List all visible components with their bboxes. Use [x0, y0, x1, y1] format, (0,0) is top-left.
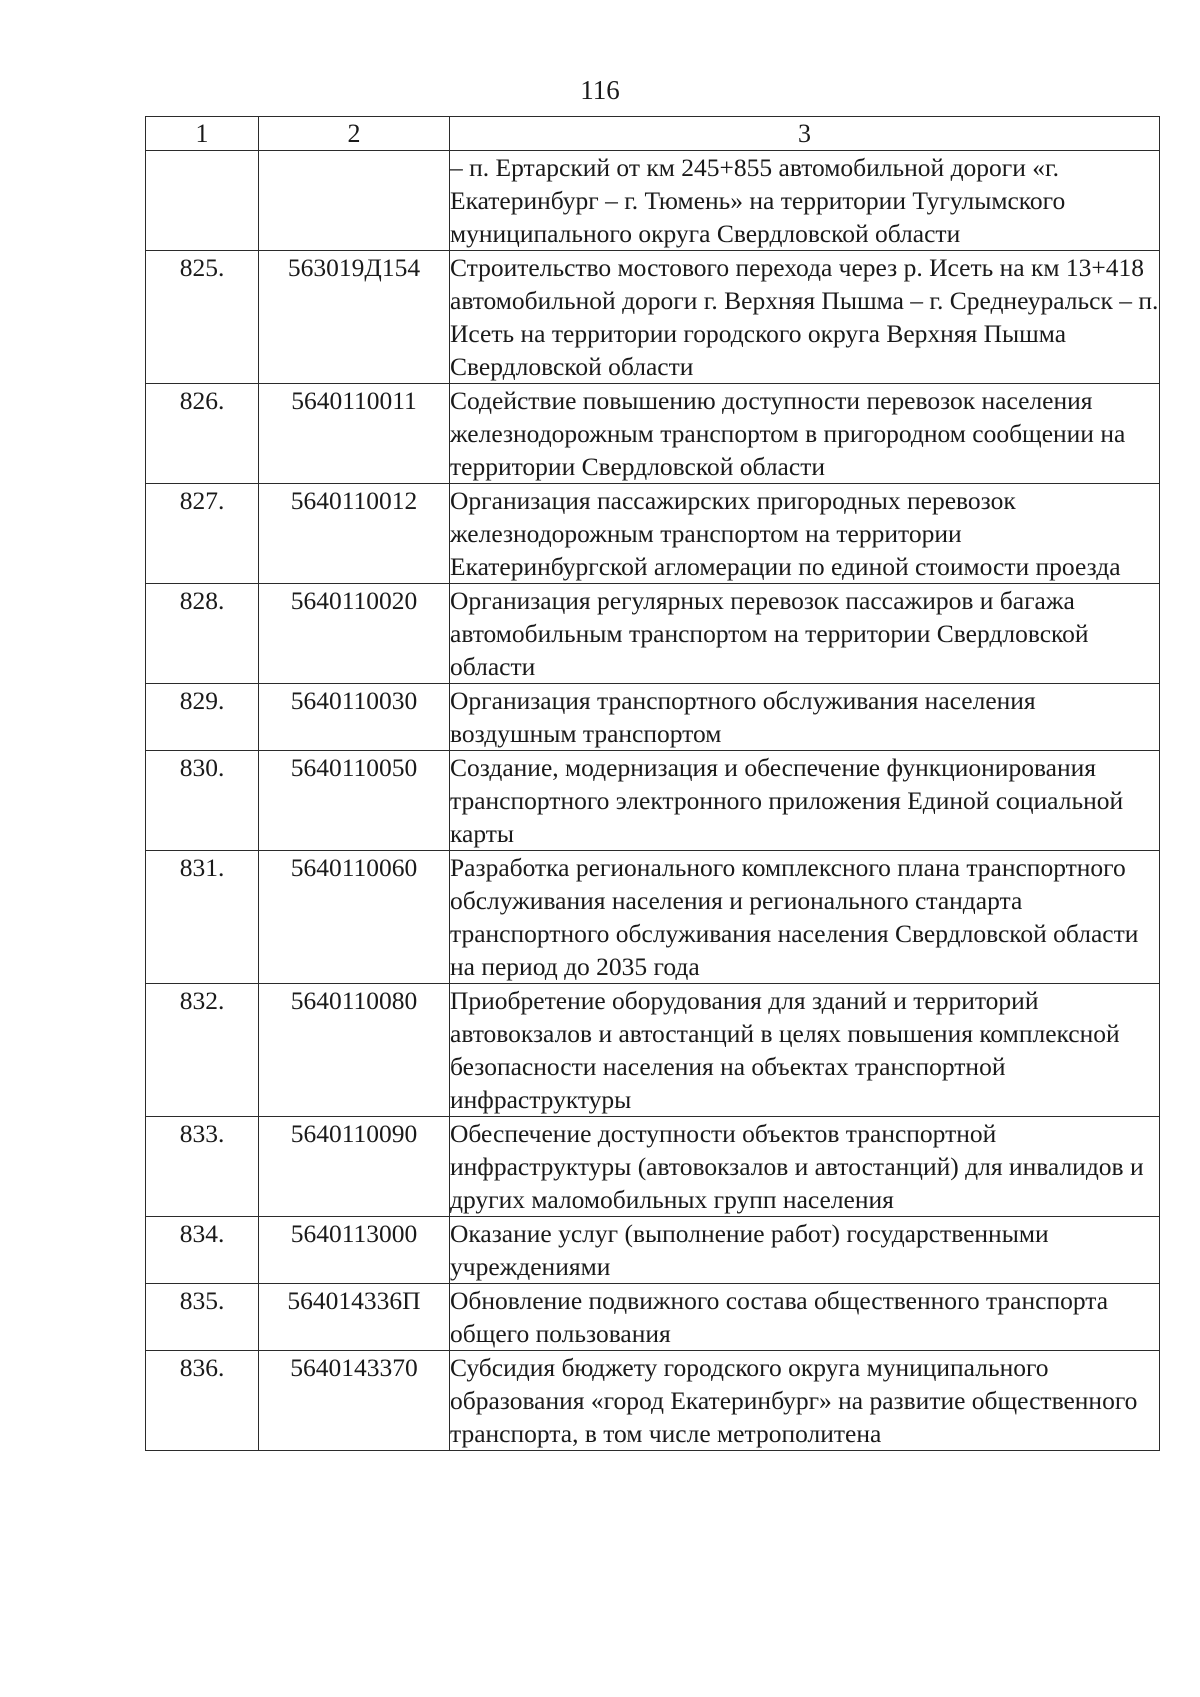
- table-row: [146, 1117, 1160, 1217]
- table-header-row: [146, 117, 1160, 151]
- column-header-3: 3: [450, 117, 1160, 151]
- row-description: – п. Ертарский от км 245+855 автомобильной дороги «г. Екатеринбург – г. Тюмень» на территории Тугулымского муниципального округа Свердловской области: [450, 151, 1160, 251]
- row-number: 833.: [146, 1117, 259, 1217]
- row-code: 5640143370: [259, 1351, 450, 1451]
- row-code: 5640110090: [259, 1117, 450, 1217]
- row-number: 829.: [146, 684, 259, 751]
- row-code: 564014336П: [259, 1284, 450, 1351]
- row-number: 831.: [146, 851, 259, 984]
- row-code: 5640110030: [259, 684, 450, 751]
- column-header-2: 2: [259, 117, 450, 151]
- row-code: 5640113000: [259, 1217, 450, 1284]
- row-number: 827.: [146, 484, 259, 584]
- document-table: [145, 116, 1160, 1451]
- table-row: [146, 151, 1160, 251]
- row-number: 825.: [146, 251, 259, 384]
- table-row: [146, 251, 1160, 384]
- row-number: 826.: [146, 384, 259, 484]
- row-code: 563019Д154: [259, 251, 450, 384]
- table-row: [146, 1217, 1160, 1284]
- row-number: 830.: [146, 751, 259, 851]
- row-number: [146, 151, 259, 251]
- page-number: 116: [580, 75, 620, 105]
- row-code: 5640110012: [259, 484, 450, 584]
- row-code: 5640110060: [259, 851, 450, 984]
- row-code: 5640110050: [259, 751, 450, 851]
- row-description: Обновление подвижного состава общественного транспорта общего пользования: [450, 1284, 1160, 1351]
- row-description: Строительство мостового перехода через р. Исеть на км 13+418 автомобильной дороги г. Верхняя Пышма – г. Среднеуральск – п. Исеть на территории городского округа Верхняя Пышма Свердловской области: [450, 251, 1160, 384]
- table-row: [146, 584, 1160, 684]
- table-row: [146, 751, 1160, 851]
- row-code: 5640110080: [259, 984, 450, 1117]
- row-number: 836.: [146, 1351, 259, 1451]
- table-row: [146, 1284, 1160, 1351]
- row-description: Обеспечение доступности объектов транспортной инфраструктуры (автовокзалов и автостанций) для инвалидов и других маломобильных групп населения: [450, 1117, 1160, 1217]
- table-row: [146, 984, 1160, 1117]
- row-description: Приобретение оборудования для зданий и территорий автовокзалов и автостанций в целях повышения комплексной безопасности населения на объектах транспортной инфраструктуры: [450, 984, 1160, 1117]
- row-description: Содействие повышению доступности перевозок населения железнодорожным транспортом в пригородном сообщении на территории Свердловской области: [450, 384, 1160, 484]
- row-description: Организация регулярных перевозок пассажиров и багажа автомобильным транспортом на территории Свердловской области: [450, 584, 1160, 684]
- table-row: [146, 1351, 1160, 1451]
- row-code: 5640110011: [259, 384, 450, 484]
- row-description: Оказание услуг (выполнение работ) государственными учреждениями: [450, 1217, 1160, 1284]
- table-row: [146, 851, 1160, 984]
- row-number: 828.: [146, 584, 259, 684]
- row-description: Организация пассажирских пригородных перевозок железнодорожным транспортом на территории Екатеринбургской агломерации по единой стоимости проезда: [450, 484, 1160, 584]
- row-number: 835.: [146, 1284, 259, 1351]
- column-header-1: 1: [146, 117, 259, 151]
- row-description: Разработка регионального комплексного плана транспортного обслуживания населения и регионального стандарта транспортного обслуживания населения Свердловской области на период до 2035 года: [450, 851, 1160, 984]
- row-code: 5640110020: [259, 584, 450, 684]
- table-row: [146, 484, 1160, 584]
- table-row: [146, 684, 1160, 751]
- row-number: 832.: [146, 984, 259, 1117]
- row-number: 834.: [146, 1217, 259, 1284]
- row-description: Организация транспортного обслуживания населения воздушным транспортом: [450, 684, 1160, 751]
- row-code: [259, 151, 450, 251]
- row-description: Создание, модернизация и обеспечение функционирования транспортного электронного приложения Единой социальной карты: [450, 751, 1160, 851]
- table-row: [146, 384, 1160, 484]
- row-description: Субсидия бюджету городского округа муниципального образования «город Екатеринбург» на развитие общественного транспорта, в том числе метрополитена: [450, 1351, 1160, 1451]
